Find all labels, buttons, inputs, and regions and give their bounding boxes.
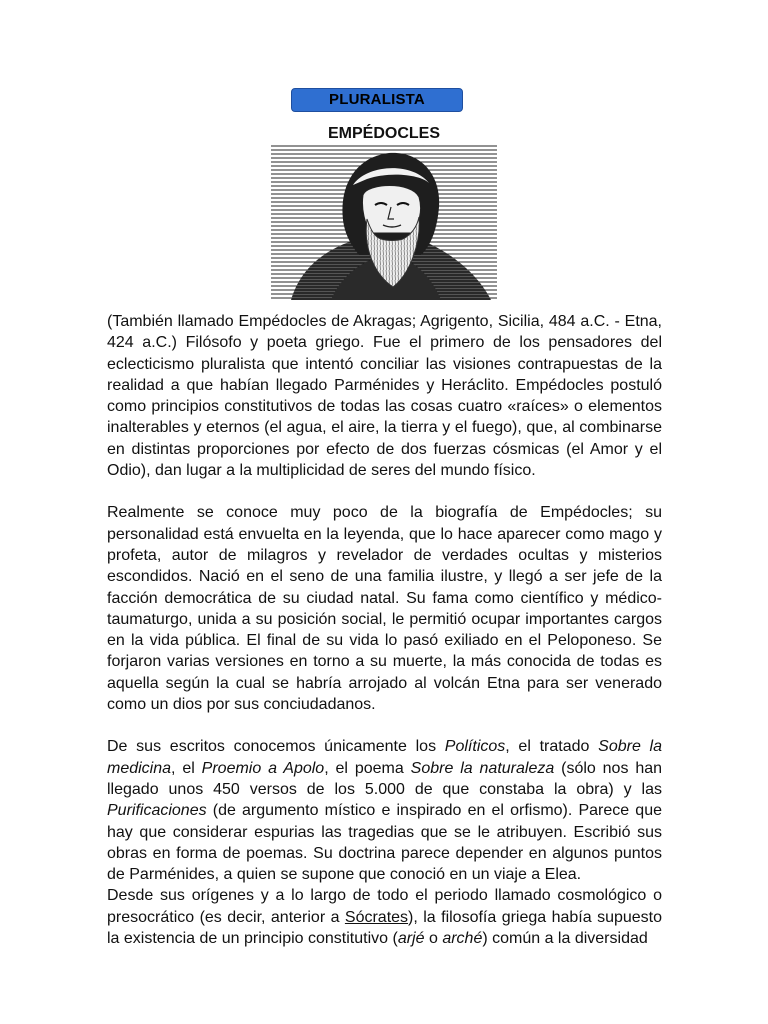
text-segment: , el poema: [324, 759, 411, 777]
work-title: Sobre la naturaleza: [410, 759, 555, 777]
text-segment: , el tratado: [505, 738, 599, 756]
text-segment: Desde sus orígenes y a lo largo de todo el periodo llamado cosmológico o presocrático (es decir, anterior a: [107, 887, 662, 926]
text-segment: ) común a la diversidad: [482, 930, 648, 948]
page-title: EMPÉDOCLES: [327, 125, 440, 142]
work-title: Políticos: [444, 738, 506, 756]
category-badge: PLURALISTA: [291, 88, 463, 112]
text-segment: (de argumento místico e inspirado en el orfismo). Parece que hay que considerar espurias las tragedias que se le atribuyen. Escribió sus obras en forma de poemas. Su doctrina parece depender en algunos puntos de Parménides, a quien se supone que conoció en un viaje a Elea.: [107, 802, 662, 884]
socrates-link[interactable]: Sócrates: [344, 908, 409, 926]
text-segment: De sus escritos conocemos únicamente los: [107, 738, 445, 756]
text-segment: (sólo nos han llegado unos 450 versos de los 5.000 de que constaba la obra) y las: [107, 759, 663, 798]
paragraph-writings: [107, 736, 662, 885]
term-italic: arjé: [397, 930, 425, 948]
paragraph-intro: (También llamado Empédocles de Akragas; Agrigento, Sicilia, 484 a.C. - Etna, 424 a.C.) Filósofo y poeta griego. Fue el primero de los pensadores del eclecticismo pluralista que intentó conciliar las visiones contrapuestas de la realidad a que habían llegado Parménides y Heráclito. Empédocles postuló como principios constitutivos de todas las cosas cuatro «raíces» o elementos inalterables y eternos (el agua, el aire, la tierra y el fuego), que, al combinarse en distintas proporciones por efecto de dos fuerzas cósmicas (el Amor y el Odio), dan lugar a la multiplicidad de seres del mundo físico.: [107, 313, 662, 480]
text-segment: o: [424, 930, 443, 948]
article-body: [107, 311, 662, 949]
text-segment: ), la filosofía griega había supuesto la existencia de un principio constitutivo (: [107, 908, 663, 948]
text-segment: , el: [171, 759, 202, 777]
work-title: Proemio a Apolo: [201, 759, 325, 777]
work-title: Purificaciones: [107, 802, 207, 820]
portrait-image: [271, 145, 497, 300]
engraved-portrait-icon: [271, 145, 497, 300]
paragraph-philosophy: [107, 885, 662, 949]
paragraph-biography: Realmente se conoce muy poco de la biografía de Empédocles; su personalidad está envuelta en la leyenda, que lo hace aparecer como mago y profeta, autor de milagros y revelador de verdades ocultas y misterios escondidos. Nació en el seno de una familia ilustre, y llegó a ser jefe de la facción democrática de su ciudad natal. Su fama como científico y médico-taumaturgo, unida a su posición social, le permitió ocupar importantes cargos en la vida pública. El final de su vida lo pasó exiliado en el Peloponeso. Se forjaron varias versiones en torno a su muerte, la más conocida de todas es aquella según la cual se habría arrojado al volcán Etna para ser venerado como un dios por sus conciudadanos.: [107, 504, 662, 714]
work-title: Sobre la medicina: [107, 738, 663, 777]
term-italic: arché: [442, 930, 483, 948]
